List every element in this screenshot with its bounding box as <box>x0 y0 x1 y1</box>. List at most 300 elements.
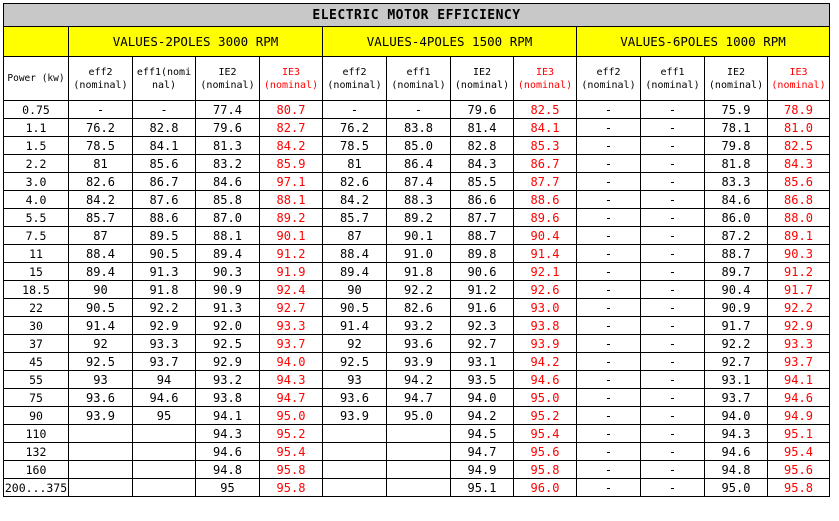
ie3-value-cell: 91.7 <box>768 281 830 299</box>
value-cell: - <box>323 101 387 119</box>
table-row <box>4 173 830 191</box>
column-header-unit: (nominal) <box>581 79 636 91</box>
value-cell: 85.7 <box>69 209 133 227</box>
value-cell: 85.6 <box>133 155 196 173</box>
power-cell: 55 <box>4 371 69 389</box>
value-cell: - <box>641 353 705 371</box>
value-cell: 87.4 <box>387 173 451 191</box>
value-cell: 92.3 <box>451 317 514 335</box>
value-cell: 91.3 <box>196 299 260 317</box>
power-cell: 11 <box>4 245 69 263</box>
ie3-value-cell: 88.0 <box>768 209 830 227</box>
value-cell: 78.1 <box>705 119 768 137</box>
column-header-unit: (nominal) <box>771 79 826 91</box>
value-cell: - <box>641 443 705 461</box>
value-cell: 91.4 <box>69 317 133 335</box>
power-cell: 160 <box>4 461 69 479</box>
value-cell: 93.2 <box>196 371 260 389</box>
column-header <box>514 57 577 101</box>
value-cell: 92.7 <box>451 335 514 353</box>
value-cell: 85.5 <box>451 173 514 191</box>
value-cell: - <box>577 353 641 371</box>
ie3-value-cell: 94.9 <box>768 407 830 425</box>
ie3-value-cell: 93.8 <box>514 317 577 335</box>
value-cell: - <box>641 389 705 407</box>
power-cell: 3.0 <box>4 173 69 191</box>
ie3-value-cell: 92.1 <box>514 263 577 281</box>
value-cell <box>69 479 133 497</box>
table-row <box>4 389 830 407</box>
value-cell: - <box>577 335 641 353</box>
power-cell: 1.5 <box>4 137 69 155</box>
ie3-value-cell: 93.0 <box>514 299 577 317</box>
value-cell: - <box>577 155 641 173</box>
value-cell: - <box>641 407 705 425</box>
motor-efficiency-table <box>3 3 830 497</box>
value-cell: 81.8 <box>705 155 768 173</box>
table-title: ELECTRIC MOTOR EFFICIENCY <box>4 4 830 27</box>
value-cell: 93.6 <box>387 335 451 353</box>
ie3-value-cell: 85.9 <box>260 155 323 173</box>
value-cell: 75.9 <box>705 101 768 119</box>
value-cell: 90.6 <box>451 263 514 281</box>
table-row <box>4 317 830 335</box>
ie3-value-cell: 97.1 <box>260 173 323 191</box>
value-cell: - <box>577 389 641 407</box>
value-cell: 82.8 <box>451 137 514 155</box>
column-header-label: eff2 <box>342 66 367 78</box>
value-cell: 95.0 <box>705 479 768 497</box>
value-cell <box>69 425 133 443</box>
value-cell: 93.3 <box>133 335 196 353</box>
value-cell: - <box>641 263 705 281</box>
table-row <box>4 119 830 137</box>
ie3-value-cell: 91.2 <box>768 263 830 281</box>
ie3-value-cell: 90.3 <box>768 245 830 263</box>
column-header-label: eff2 <box>88 66 113 78</box>
value-cell: 92 <box>323 335 387 353</box>
value-cell: - <box>641 371 705 389</box>
value-cell: 86.6 <box>451 191 514 209</box>
group-header-2-poles: VALUES-2POLES 3000 RPM <box>69 27 323 57</box>
value-cell: 92.0 <box>196 317 260 335</box>
column-header <box>133 57 196 101</box>
table-row <box>4 299 830 317</box>
value-cell: - <box>577 119 641 137</box>
power-cell: 1.1 <box>4 119 69 137</box>
ie3-value-cell: 96.0 <box>514 479 577 497</box>
value-cell: 90.4 <box>705 281 768 299</box>
power-cell: 132 <box>4 443 69 461</box>
value-cell: 82.6 <box>323 173 387 191</box>
value-cell <box>133 479 196 497</box>
column-header-unit: (nominal) <box>73 79 128 91</box>
table-row <box>4 371 830 389</box>
value-cell: - <box>641 227 705 245</box>
value-cell: 87 <box>323 227 387 245</box>
column-header-unit: nal) <box>151 79 177 91</box>
ie3-value-cell: 93.9 <box>514 335 577 353</box>
value-cell: 93 <box>69 371 133 389</box>
ie3-value-cell: 90.4 <box>514 227 577 245</box>
value-cell: 92.5 <box>69 353 133 371</box>
ie3-value-cell: 85.3 <box>514 137 577 155</box>
ie3-value-cell: 82.5 <box>514 101 577 119</box>
ie3-value-cell: 95.8 <box>514 461 577 479</box>
ie3-value-cell: 91.2 <box>260 245 323 263</box>
power-cell: 30 <box>4 317 69 335</box>
ie3-value-cell: 86.7 <box>514 155 577 173</box>
value-cell: 93.9 <box>387 353 451 371</box>
value-cell: - <box>577 443 641 461</box>
ie3-value-cell: 94.0 <box>260 353 323 371</box>
value-cell: 89.2 <box>387 209 451 227</box>
ie3-value-cell: 95.4 <box>768 443 830 461</box>
value-cell: 87.2 <box>705 227 768 245</box>
power-cell: 200...375 <box>4 480 68 495</box>
value-cell: 92.2 <box>133 299 196 317</box>
value-cell: 89.7 <box>705 263 768 281</box>
ie3-value-cell: 94.3 <box>260 371 323 389</box>
ie3-value-cell: 87.7 <box>514 173 577 191</box>
value-cell: 78.5 <box>69 137 133 155</box>
value-cell: 81 <box>69 155 133 173</box>
value-cell <box>323 479 387 497</box>
table-row <box>4 425 830 443</box>
value-cell: - <box>577 137 641 155</box>
table-row <box>4 443 830 461</box>
value-cell: 90.5 <box>133 245 196 263</box>
value-cell: - <box>577 299 641 317</box>
ie3-value-cell: 82.7 <box>260 119 323 137</box>
ie3-value-cell: 88.1 <box>260 191 323 209</box>
value-cell <box>323 443 387 461</box>
table-row <box>4 137 830 155</box>
ie3-value-cell: 80.7 <box>260 101 323 119</box>
value-cell: - <box>577 407 641 425</box>
value-cell: 86.4 <box>387 155 451 173</box>
power-cell: 0.75 <box>4 101 69 119</box>
value-cell: 94.7 <box>387 389 451 407</box>
column-header-unit: (nominal) <box>645 79 700 91</box>
value-cell: 90.5 <box>69 299 133 317</box>
value-cell: 94.1 <box>196 407 260 425</box>
ie3-value-cell: 94.6 <box>768 389 830 407</box>
value-cell: 94.3 <box>705 425 768 443</box>
ie3-value-cell: 92.2 <box>768 299 830 317</box>
value-cell: 90.1 <box>387 227 451 245</box>
value-cell: 92.9 <box>196 353 260 371</box>
column-header-unit: (nominal) <box>327 79 382 91</box>
value-cell: 86.0 <box>705 209 768 227</box>
ie3-value-cell: 95.6 <box>514 443 577 461</box>
ie3-value-cell: 92.9 <box>768 317 830 335</box>
value-cell: 88.4 <box>323 245 387 263</box>
ie3-value-cell: 90.1 <box>260 227 323 245</box>
table-row <box>4 461 830 479</box>
column-header <box>260 57 323 101</box>
value-cell: 94.0 <box>451 389 514 407</box>
column-header <box>323 57 387 101</box>
table-row <box>4 245 830 263</box>
value-cell: 79.8 <box>705 137 768 155</box>
ie3-value-cell: 94.7 <box>260 389 323 407</box>
ie3-value-cell: 95.8 <box>768 479 830 497</box>
value-cell: - <box>387 101 451 119</box>
value-cell: 88.7 <box>451 227 514 245</box>
column-header-unit: (nominal) <box>200 79 255 91</box>
ie3-value-cell: 84.3 <box>768 155 830 173</box>
value-cell: 89.4 <box>323 263 387 281</box>
value-cell: 93.2 <box>387 317 451 335</box>
table-row <box>4 209 830 227</box>
value-cell <box>387 443 451 461</box>
value-cell: - <box>641 461 705 479</box>
ie3-value-cell: 95.2 <box>514 407 577 425</box>
value-cell: 95 <box>133 407 196 425</box>
value-cell: - <box>641 101 705 119</box>
column-header-unit: (nominal) <box>391 79 446 91</box>
value-cell: 94.6 <box>705 443 768 461</box>
power-cell: 2.2 <box>4 155 69 173</box>
corner-cell <box>4 27 69 57</box>
value-cell: - <box>641 245 705 263</box>
value-cell: 95 <box>196 479 260 497</box>
table-row <box>4 227 830 245</box>
value-cell: - <box>577 245 641 263</box>
ie3-value-cell: 95.6 <box>768 461 830 479</box>
ie3-value-cell: 93.3 <box>768 335 830 353</box>
value-cell: 84.2 <box>323 191 387 209</box>
ie3-value-cell: 94.1 <box>768 371 830 389</box>
ie3-value-cell: 78.9 <box>768 101 830 119</box>
value-cell <box>387 479 451 497</box>
value-cell: 94.2 <box>451 407 514 425</box>
value-cell: 88.3 <box>387 191 451 209</box>
group-header-6-poles: VALUES-6POLES 1000 RPM <box>577 27 830 57</box>
value-cell: 89.5 <box>133 227 196 245</box>
value-cell: 88.7 <box>705 245 768 263</box>
value-cell: 91.7 <box>705 317 768 335</box>
column-header-label: IE3 <box>789 66 808 78</box>
power-cell: 110 <box>4 425 69 443</box>
value-cell: 82.8 <box>133 119 196 137</box>
value-cell: - <box>577 479 641 497</box>
value-cell: 91.8 <box>133 281 196 299</box>
ie3-value-cell: 85.6 <box>768 173 830 191</box>
column-header <box>196 57 260 101</box>
value-cell: 87.7 <box>451 209 514 227</box>
ie3-value-cell: 95.4 <box>260 443 323 461</box>
group-header-4-poles: VALUES-4POLES 1500 RPM <box>323 27 577 57</box>
column-header-label: IE3 <box>535 66 555 78</box>
value-cell: 90 <box>69 281 133 299</box>
power-cell: 18.5 <box>4 281 69 299</box>
value-cell: 92.7 <box>705 353 768 371</box>
value-cell: 94.9 <box>451 461 514 479</box>
power-cell: 45 <box>4 353 69 371</box>
value-cell: 93.7 <box>133 353 196 371</box>
column-header <box>387 57 451 101</box>
value-cell: - <box>577 461 641 479</box>
column-header <box>768 57 830 101</box>
value-cell <box>387 461 451 479</box>
value-cell <box>133 443 196 461</box>
ie3-value-cell: 95.8 <box>260 479 323 497</box>
value-cell <box>323 425 387 443</box>
ie3-value-cell: 88.6 <box>514 191 577 209</box>
table-row <box>4 407 830 425</box>
value-cell: - <box>641 317 705 335</box>
value-cell: - <box>577 371 641 389</box>
value-cell: - <box>133 101 196 119</box>
value-cell: 94.8 <box>705 461 768 479</box>
value-cell: 78.5 <box>323 137 387 155</box>
value-cell: 84.6 <box>196 173 260 191</box>
value-cell: 91.3 <box>133 263 196 281</box>
value-cell: - <box>641 137 705 155</box>
value-cell: 90 <box>323 281 387 299</box>
value-cell: 94.3 <box>196 425 260 443</box>
value-cell: - <box>641 335 705 353</box>
column-header <box>705 57 768 101</box>
value-cell: - <box>641 119 705 137</box>
column-header-label: eff1 <box>406 66 431 78</box>
value-cell: 94.8 <box>196 461 260 479</box>
value-cell: 76.2 <box>323 119 387 137</box>
value-cell: 84.2 <box>69 191 133 209</box>
value-cell: 87 <box>69 227 133 245</box>
value-cell: - <box>641 299 705 317</box>
column-header-unit: (nominal) <box>708 79 764 91</box>
table-row <box>4 263 830 281</box>
value-cell: 88.6 <box>133 209 196 227</box>
value-cell: 93.6 <box>69 389 133 407</box>
value-cell: - <box>641 281 705 299</box>
value-cell: 89.4 <box>69 263 133 281</box>
value-cell: 92.5 <box>323 353 387 371</box>
ie3-value-cell: 93.3 <box>260 317 323 335</box>
ie3-value-cell: 95.4 <box>514 425 577 443</box>
value-cell: - <box>577 191 641 209</box>
ie3-value-cell: 91.4 <box>514 245 577 263</box>
value-cell: 90.9 <box>705 299 768 317</box>
value-cell: 90.5 <box>323 299 387 317</box>
value-cell: 85.0 <box>387 137 451 155</box>
value-cell: 84.3 <box>451 155 514 173</box>
ie3-value-cell: 95.1 <box>768 425 830 443</box>
value-cell <box>387 425 451 443</box>
value-cell: 82.6 <box>387 299 451 317</box>
power-cell: 37 <box>4 335 69 353</box>
column-header-label: IE2 <box>472 66 492 78</box>
power-cell: 4.0 <box>4 191 69 209</box>
value-cell: 92 <box>69 335 133 353</box>
table-row <box>4 191 830 209</box>
column-header-label: eff2 <box>596 66 621 78</box>
value-cell: 87.6 <box>133 191 196 209</box>
value-cell: 91.0 <box>387 245 451 263</box>
value-cell: 93.5 <box>451 371 514 389</box>
value-cell: 89.8 <box>451 245 514 263</box>
value-cell: 92.2 <box>387 281 451 299</box>
value-cell: 81.4 <box>451 119 514 137</box>
value-cell: 93.8 <box>196 389 260 407</box>
ie3-value-cell: 92.7 <box>260 299 323 317</box>
value-cell: 76.2 <box>69 119 133 137</box>
value-cell: - <box>577 317 641 335</box>
ie3-value-cell: 81.0 <box>768 119 830 137</box>
value-cell: 94.2 <box>387 371 451 389</box>
value-cell: 85.8 <box>196 191 260 209</box>
column-header-unit: (nominal) <box>454 79 510 91</box>
value-cell: 81 <box>323 155 387 173</box>
value-cell: 92.2 <box>705 335 768 353</box>
ie3-value-cell: 95.0 <box>514 389 577 407</box>
ie3-value-cell: 93.7 <box>768 353 830 371</box>
value-cell: 81.3 <box>196 137 260 155</box>
table-row <box>4 353 830 371</box>
value-cell: 93 <box>323 371 387 389</box>
ie3-value-cell: 93.7 <box>260 335 323 353</box>
value-cell: 94.0 <box>705 407 768 425</box>
value-cell: 79.6 <box>196 119 260 137</box>
ie3-value-cell: 94.6 <box>514 371 577 389</box>
value-cell: 94.6 <box>196 443 260 461</box>
value-cell: 83.2 <box>196 155 260 173</box>
value-cell: - <box>577 281 641 299</box>
value-cell: 93.7 <box>705 389 768 407</box>
value-cell: 83.8 <box>387 119 451 137</box>
column-header-label: eff1 <box>660 66 685 78</box>
value-cell: 85.7 <box>323 209 387 227</box>
value-cell: 94.7 <box>451 443 514 461</box>
value-cell: 95.0 <box>387 407 451 425</box>
value-cell: 79.6 <box>451 101 514 119</box>
value-cell: - <box>577 101 641 119</box>
ie3-value-cell: 92.6 <box>514 281 577 299</box>
value-cell: 92.5 <box>196 335 260 353</box>
value-cell: - <box>641 155 705 173</box>
value-cell: 90.3 <box>196 263 260 281</box>
table-row <box>4 281 830 299</box>
column-header-unit: (nominal) <box>517 79 573 91</box>
ie3-value-cell: 95.8 <box>260 461 323 479</box>
value-cell: 93.9 <box>69 407 133 425</box>
value-cell: - <box>577 425 641 443</box>
value-cell: 91.2 <box>451 281 514 299</box>
value-cell: 94.5 <box>451 425 514 443</box>
table-row <box>4 155 830 173</box>
ie3-value-cell: 94.2 <box>514 353 577 371</box>
value-cell <box>133 461 196 479</box>
ie3-value-cell: 92.4 <box>260 281 323 299</box>
value-cell: 87.0 <box>196 209 260 227</box>
value-cell: 93.6 <box>323 389 387 407</box>
value-cell: 77.4 <box>196 101 260 119</box>
value-cell <box>69 443 133 461</box>
value-cell: 86.7 <box>133 173 196 191</box>
value-cell: 91.4 <box>323 317 387 335</box>
ie3-value-cell: 86.8 <box>768 191 830 209</box>
column-header-label: eff1(nomi <box>136 66 192 78</box>
value-cell: 95.1 <box>451 479 514 497</box>
column-header-label: IE2 <box>726 66 746 78</box>
ie3-value-cell: 95.0 <box>260 407 323 425</box>
value-cell: 84.1 <box>133 137 196 155</box>
ie3-value-cell: 89.2 <box>260 209 323 227</box>
power-cell: 5.5 <box>4 209 69 227</box>
